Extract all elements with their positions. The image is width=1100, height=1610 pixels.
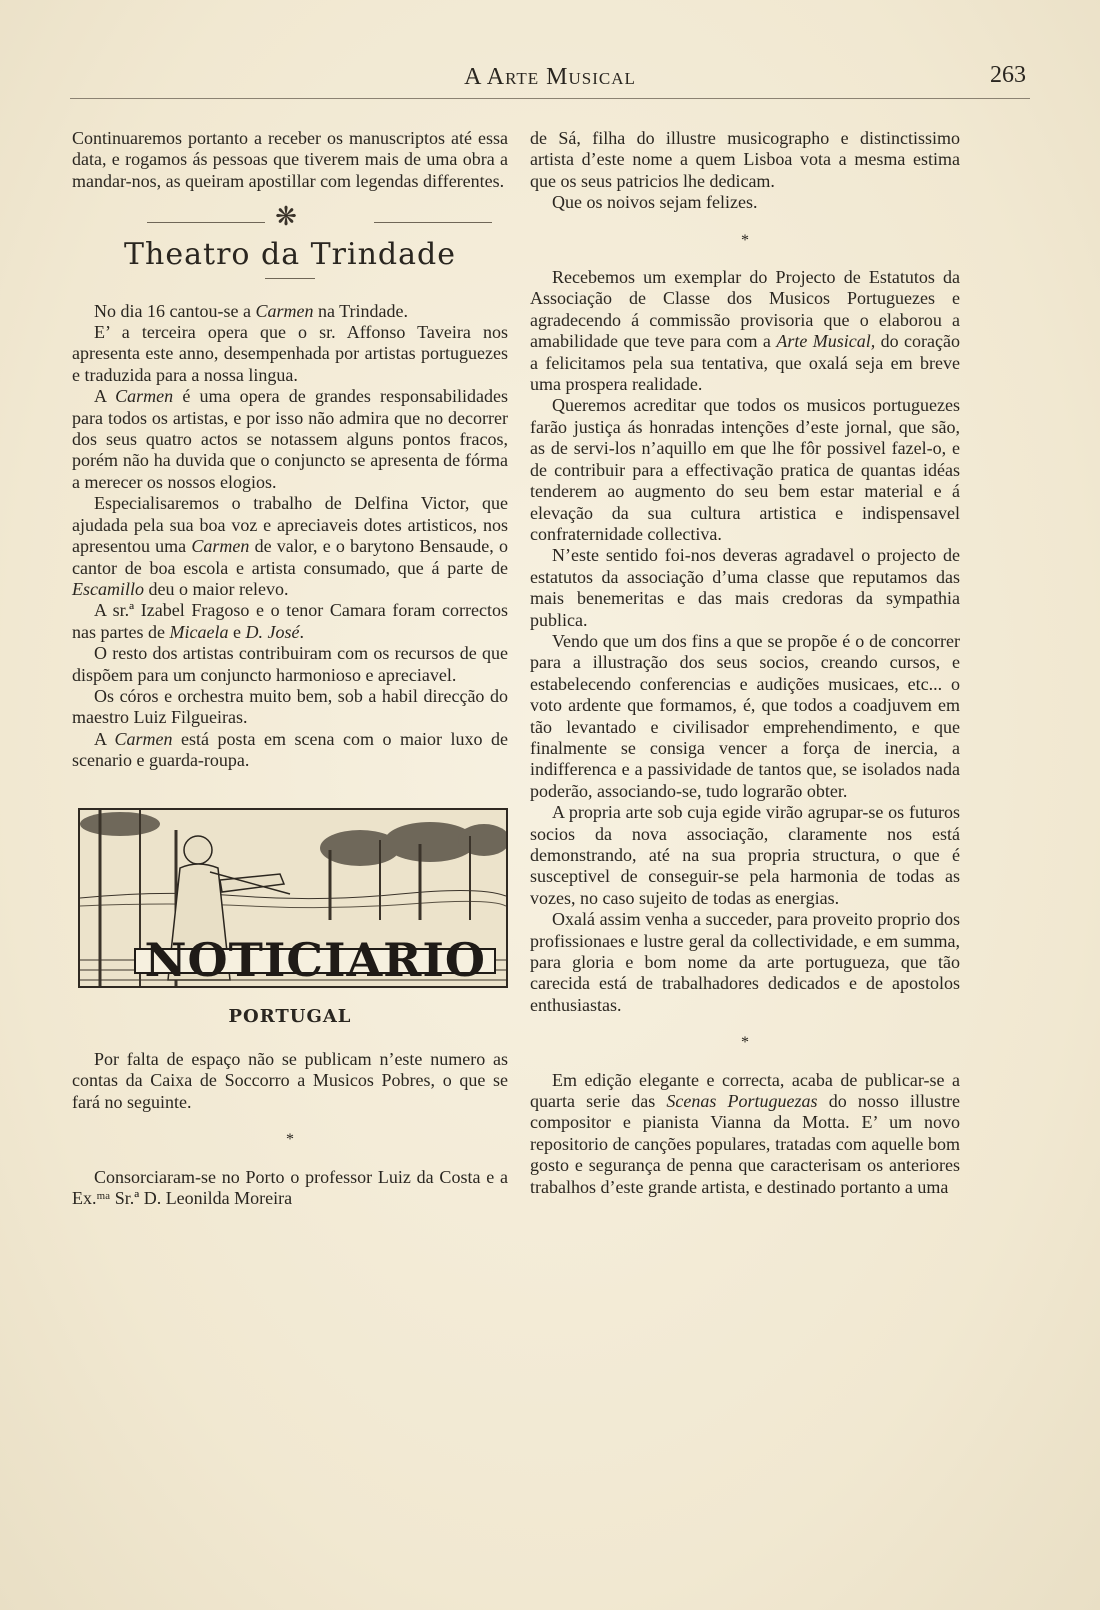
paragraph: N’este sentido foi-nos deveras agradavel o projecto de estatutos da associação d’uma classe que reputamos das mais benemeritas e das mais credoras da sympathia publica. [530, 545, 960, 630]
continued-paragraph: de Sá, filha do illustre musicographo e distinctissimo artista d’este nome a quem Lisboa vota a mesma estima que os seus patricios lhe dedicam. [530, 128, 960, 191]
paragraph: Consorciaram-se no Porto o professor Luiz da Costa e a Ex.ᵐᵃ Sr.ª D. Leonilda Moreira [72, 1166, 508, 1208]
section-title: Theatro da Trindade [124, 237, 456, 273]
subheading-portugal: PORTUGAL [228, 1005, 352, 1027]
paragraph: O resto dos artistas contribuiram com os recursos de que dispõem para um conjuncto harmonioso e apreciavel. [72, 643, 508, 685]
paragraph: Que os noivos sejam felizes. [552, 192, 758, 213]
paragraph: Por falta de espaço não se publicam n’este numero as contas da Caixa de Soccorro a Musicos Pobres, o que se fará no seguinte. [72, 1048, 508, 1112]
asterisk-separator: * [741, 231, 749, 249]
ornament-rule-left [147, 222, 265, 223]
paragraph: Queremos acreditar que todos os musicos portuguezes farão justiça ás honradas intenções d’este jornal, que são, as de servi-los n’aquillo em que lhe fôr possivel fazel-o, e de contribuir para a effectivação pratica de quantas idéas tenderem ao augmento do seu bem estar material e á elevação da sua cultura artistica e indispensavel confraternidade collectiva. [530, 395, 960, 544]
paragraph: Vendo que um dos fins a que se propõe é o de concorrer para a illustração dos seus socios, creando cursos, e estabelecendo conferencias e audições musicaes, etc... o voto ardente que formamos, é, que todos a coadjuvem em tão levantado e civilisador emprehendimento, e que finalmente se consiga vencer a força de inercia, a indifferenca e a passividade de tantos que, se isolados nada poderão, associando-se, tudo lograrão obter. [530, 630, 960, 801]
paragraph: A sr.ª Izabel Fragoso e o tenor Camara foram correctos nas partes de Micaela e D. José. [72, 600, 508, 642]
noticiario-label: NOTICIARIO [134, 948, 496, 973]
intro-paragraph: Continuaremos portanto a receber os manuscriptos até essa data, e rogamos ás pessoas que tiverem mais de uma obra a mandar-nos, as queiram apostillar com legendas differentes. [72, 128, 508, 191]
paragraph: Os córos e orchestra muito bem, sob a habil direcção do maestro Luiz Filgueiras. [72, 685, 508, 728]
asterisk-separator: * [741, 1034, 749, 1052]
paragraph: Recebemos um exemplar do Projecto de Estatutos da Associação de Classe dos Musicos Portuguezes e agradecendo á commissão provisoria que o elaborou a amabilidade que teve para com a Arte Musical, do coração a felicitamos pela sua tentativa, que oxalá seja em breve uma prospera realidade. [530, 267, 961, 395]
left-column [72, 128, 508, 1209]
section-ornament [72, 202, 508, 236]
paragraph: A propria arte sob cuja egide virão agrupar-se os futuros socios da nova associação, claramente nos está demonstrando, até na sua propria structura, o que é susceptivel de conseguir-se pela harmonia de todas as vozes, no caso sujeito de todas as energias. [530, 802, 960, 908]
paragraph: A Carmen é uma opera de grandes responsabilidades para todos os artistas, e por isso não admira que no decorrer dos seus quatro actos se notassem alguns pontos fracos, porém não ha duvida que o conjuncto se apresenta de fórma a merecer os nossos elogios. [72, 386, 508, 492]
title-rule [265, 278, 315, 279]
noticiario-banner [78, 808, 508, 988]
ornament-rule-right [374, 222, 492, 223]
paragraph: Em edição elegante e correcta, acaba de publicar-se a quarta serie das Scenas Portuguezas do nosso illustre compositor e pianista Vianna da Motta. E’ um novo repositorio de canções populares, tratadas com aquelle bom gosto e segurança de penna que caracterisam os anteriores trabalhos d’este grande artista, e destinado portanto a uma [530, 1069, 960, 1197]
asterisk-separator: * [286, 1131, 294, 1149]
paragraph: E’ a terceira opera que o sr. Affonso Taveira nos apresenta este anno, desempenhada por artistas portuguezes e traduzida para a nossa lingua. [72, 322, 508, 385]
right-column [530, 128, 960, 1198]
journal-title: A Arte Musical [464, 64, 636, 90]
page-number: 263 [990, 62, 1026, 88]
paragraph: Oxalá assim venha a succeder, para proveito proprio dos profissionaes e lustre geral da collectividade, e em summa, para gloria e bom nome da arte portugueza, que tão carecida está de trabalhadores dedicados e de apostolos enthusiastas. [530, 909, 960, 1015]
ornament-snowflake-icon: ❋ [275, 202, 297, 232]
paragraph: No dia 16 cantou-se a Carmen na Trindade. [94, 300, 408, 321]
running-header [70, 62, 1030, 99]
paragraph: A Carmen está posta em scena com o maior luxo de scenario e guarda-roupa. [72, 728, 508, 771]
paragraph: Especialisaremos o trabalho de Delfina Victor, que ajudada pela sua boa voz e apreciaveis dotes artisticos, nos apresentou uma Carmen de valor, e o barytono Bensaude, o cantor de boa escola e artista consumado, que á parte de Escamillo deu o maior relevo. [72, 493, 508, 599]
